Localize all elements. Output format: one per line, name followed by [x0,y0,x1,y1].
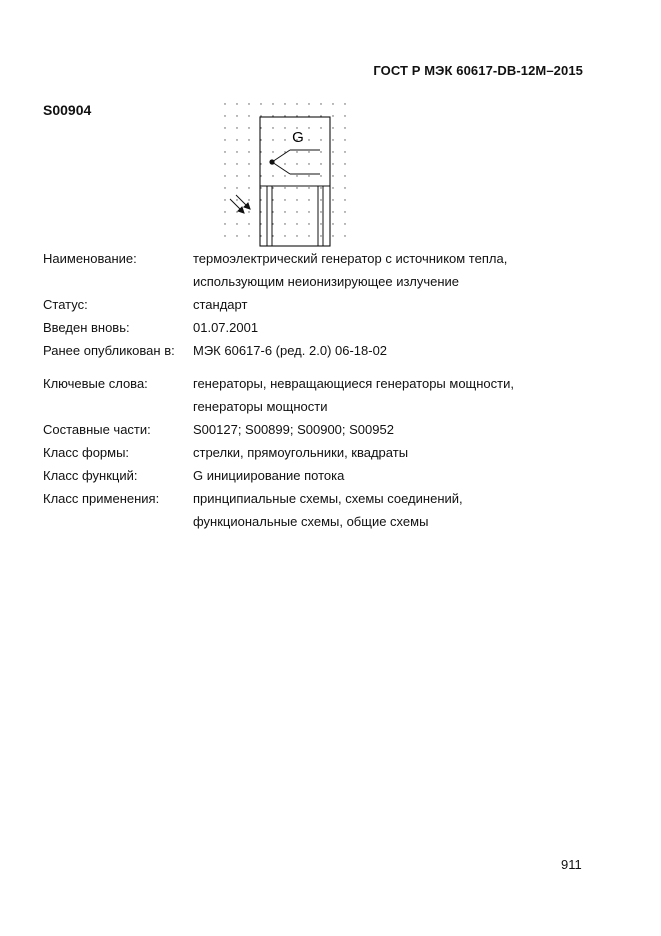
grid-dot [320,211,321,212]
grid-dot [308,211,309,212]
grid-dot [236,175,237,176]
symbol-id: S00904 [43,102,92,118]
grid-dot [320,199,321,200]
heat-source-lines [267,186,323,246]
grid-dot [236,151,237,152]
grid-dot [272,151,273,152]
grid-dot [344,211,345,212]
grid-dot [224,151,225,152]
grid-dot [224,175,225,176]
grid-dot [248,151,249,152]
grid-dot [308,223,309,224]
grid-dot [320,235,321,236]
grid-dot [236,115,237,116]
grid-dot [332,187,333,188]
grid-dot [248,127,249,128]
name-label: Наименование: [43,251,137,266]
grid-dot [248,103,249,104]
grid-dot [332,211,333,212]
grid-dot [224,115,225,116]
grid-dot [224,103,225,104]
grid-dot [224,223,225,224]
grid-dot [308,175,309,176]
grid-dot [344,139,345,140]
keywords-value-line1: генераторы, невращающиеся генераторы мощности, [193,376,514,391]
grid-dot [236,139,237,140]
name-value-line2: использующим неионизирующее излучение [193,274,460,289]
grid-dot [332,103,333,104]
grid-dot [224,139,225,140]
status-value: стандарт [193,297,248,312]
grid-dot [236,103,237,104]
grid-dot [320,175,321,176]
grid-dot [320,163,321,164]
grid-dot [296,163,297,164]
grid-dot [332,235,333,236]
grid-dot [284,139,285,140]
grid-dot [320,223,321,224]
grid-dot [344,199,345,200]
grid-dot [320,103,321,104]
grid-dot [344,187,345,188]
grid-dot [344,223,345,224]
grid-dot [236,127,237,128]
grid-dot [284,175,285,176]
published-value: МЭК 60617-6 (ред. 2.0) 06-18-02 [193,343,388,358]
grid-dot [308,235,309,236]
introduced-value: 01.07.2001 [193,320,259,335]
grid-dot [332,223,333,224]
grid-dot [332,163,333,164]
grid-dot [236,235,237,236]
grid-dot [344,127,345,128]
components-label: Составные части: [43,422,151,437]
grid-dot [308,139,309,140]
grid-dot [296,199,297,200]
grid-dot [320,151,321,152]
grid-dot [344,115,345,116]
grid-dot [332,139,333,140]
grid-dot [224,199,225,200]
grid-dot [320,139,321,140]
grid-dot [248,211,249,212]
thermocouple-junction-dot [269,159,274,164]
grid-dot [308,151,309,152]
function-class-label: Класс функций: [43,468,138,483]
grid-dot [332,175,333,176]
application-class-label: Класс применения: [43,491,160,506]
grid-dot [308,163,309,164]
grid-dot [224,187,225,188]
application-class-value-line2: функциональные схемы, общие схемы [193,514,429,529]
grid-dot [224,163,225,164]
name-value-line1: термоэлектрический генератор с источником тепла, [193,251,508,266]
thermocouple-icon [272,150,320,174]
grid-dot [248,187,249,188]
grid-dot [236,163,237,164]
function-class-value: G инициирование потока [193,468,345,483]
grid-dot [344,163,345,164]
grid-dot [332,115,333,116]
grid-dot [248,223,249,224]
keywords-label: Ключевые слова: [43,376,148,391]
radiation-arrows-icon [230,195,250,213]
grid-dot [236,223,237,224]
grid-dot [248,163,249,164]
grid-dot [272,223,273,224]
grid-dot [296,211,297,212]
grid-dot [332,127,333,128]
grid-dot [296,235,297,236]
grid-dot [344,235,345,236]
grid-dot [248,115,249,116]
grid-dot [320,187,321,188]
grid-dot [284,211,285,212]
grid-dot [272,103,273,104]
grid-dots [224,103,345,236]
grid-dot [284,103,285,104]
grid-dot [272,127,273,128]
grid-dot [224,127,225,128]
grid-dot [272,235,273,236]
grid-dot [296,103,297,104]
grid-dot [332,151,333,152]
page-number: 911 [561,857,582,872]
grid-dot [296,187,297,188]
grid-dot [296,175,297,176]
grid-dot [248,235,249,236]
grid-dot [260,103,261,104]
grid-dot [344,175,345,176]
grid-dot [272,175,273,176]
application-class-value-line1: принципиальные схемы, схемы соединений, [193,491,463,506]
grid-dot [248,175,249,176]
grid-dot [272,211,273,212]
introduced-label: Введен вновь: [43,320,130,335]
grid-dot [344,103,345,104]
grid-dot [236,187,237,188]
grid-dot [320,127,321,128]
grid-dot [236,211,237,212]
status-label: Статус: [43,297,88,312]
grid-dot [224,235,225,236]
grid-dot [284,163,285,164]
keywords-value-line2: генераторы мощности [193,399,328,414]
grid-dot [272,139,273,140]
grid-dot [296,151,297,152]
shape-class-value: стрелки, прямоугольники, квадраты [193,445,409,460]
grid-dot [284,127,285,128]
shape-class-label: Класс формы: [43,445,130,460]
grid-dot [248,199,249,200]
thermoelectric-generator-symbol [218,98,350,250]
grid-dot [272,187,273,188]
grid-dot [236,199,237,200]
grid-dot [284,235,285,236]
generator-letter: G [292,129,304,146]
grid-dot [284,199,285,200]
grid-dot [284,223,285,224]
grid-dot [344,151,345,152]
grid-dot [332,199,333,200]
grid-dot [308,127,309,128]
grid-dot [224,211,225,212]
grid-dot [308,187,309,188]
grid-dot [308,103,309,104]
grid-dot [272,199,273,200]
published-label: Ранее опубликован в: [43,343,175,358]
grid-dot [296,223,297,224]
grid-dot [284,187,285,188]
grid-dot [308,199,309,200]
document-code: ГОСТ Р МЭК 60617-DB-12M–2015 [373,63,583,78]
grid-dot [248,139,249,140]
components-value: S00127; S00899; S00900; S00952 [193,422,394,437]
